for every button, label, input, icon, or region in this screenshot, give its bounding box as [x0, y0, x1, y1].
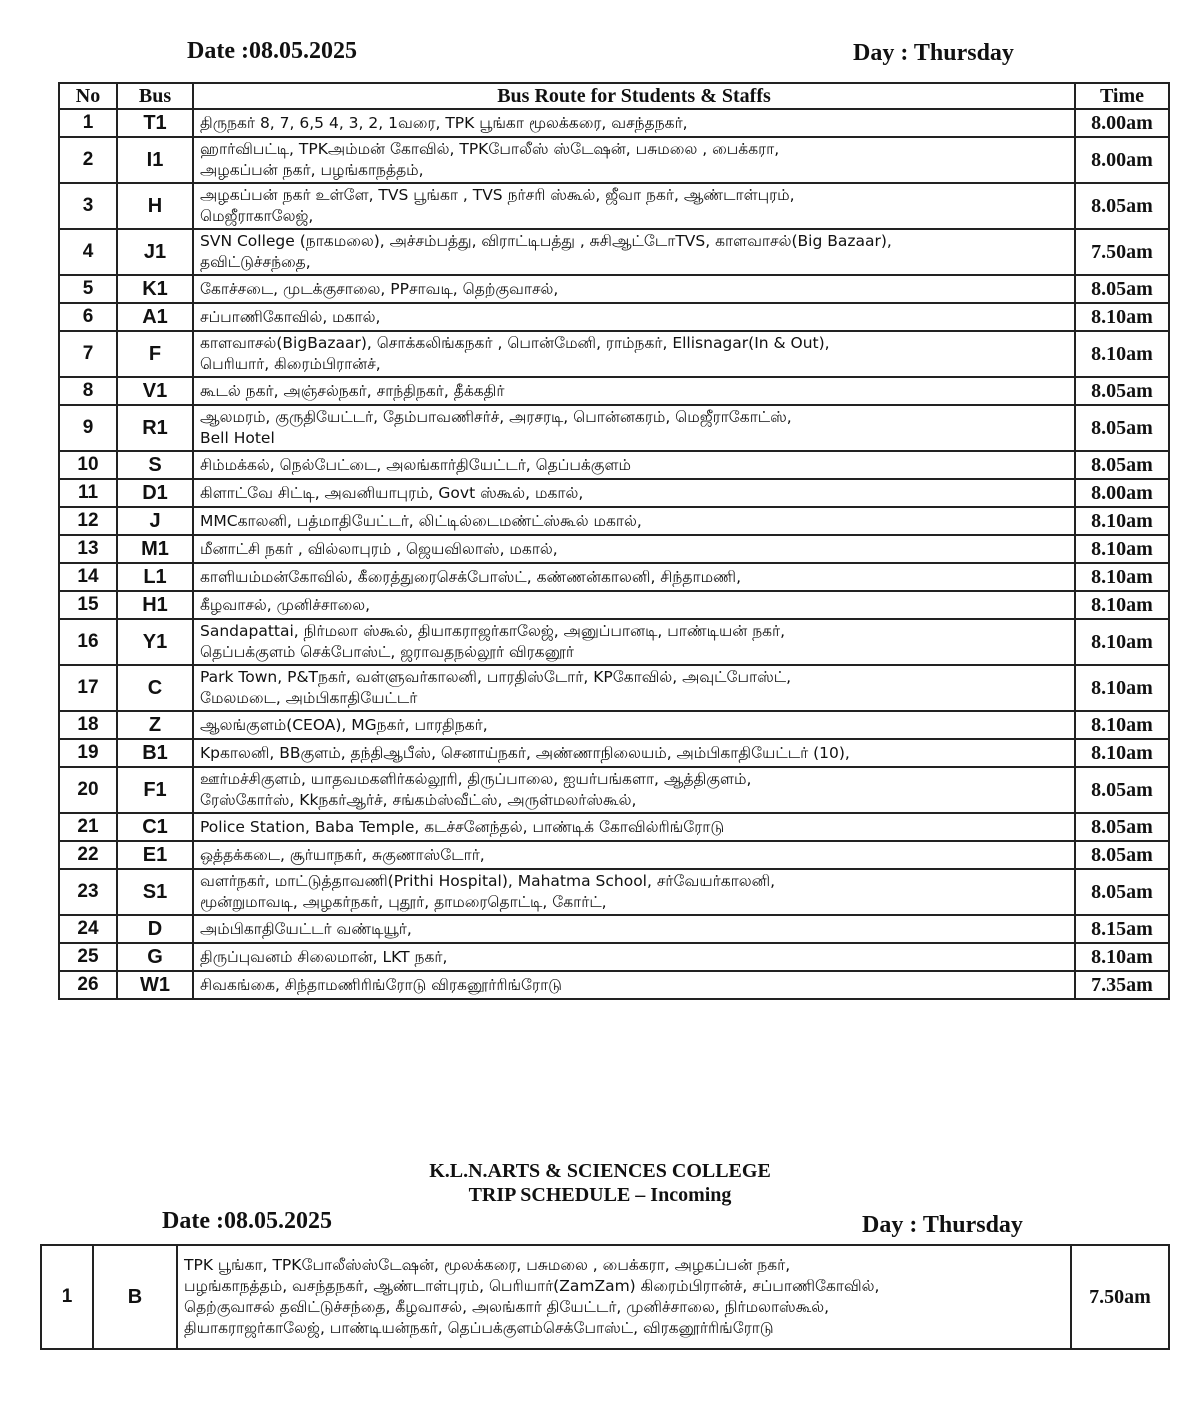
departure-time: 8.15am	[1075, 915, 1169, 943]
route-number: 8	[59, 377, 117, 405]
table-row	[59, 377, 1169, 405]
table-row	[59, 451, 1169, 479]
departure-time: 8.05am	[1075, 767, 1169, 813]
table-row	[59, 711, 1169, 739]
route-stops: ஊர்மச்சிகுளம், யாதவமகளிர்கல்லூரி, திருப்பாலை, ஐயர்பங்களா, ஆத்திகுளம், ரேஸ்கோர்ஸ், Kkநகர்ஆர்ச், சங்கம்ஸ்வீட்ஸ், அருள்மலர்ஸ்கூல்,	[193, 767, 1075, 813]
departure-time: 8.10am	[1075, 563, 1169, 591]
route-stops: Sandapattai, நிர்மலா ஸ்கூல், தியாகராஜர்காலேஜ், அனுப்பானடி, பாண்டியன் நகர், தெப்பக்குளம் செக்போஸ்ட், ஜராவதநல்லூர் விரகனூர்	[193, 619, 1075, 665]
departure-time: 7.50am	[1075, 229, 1169, 275]
route-stops: அம்பிகாதியேட்டர் வண்டியூர்,	[193, 915, 1075, 943]
outgoing-date: Date :08.05.2025	[187, 38, 357, 64]
table-row	[59, 229, 1169, 275]
route-stops: ஒத்தக்கடை, சூர்யாநகர், சுகுணாஸ்டோர்,	[193, 841, 1075, 869]
bus-code: F1	[117, 767, 193, 813]
table-row	[59, 275, 1169, 303]
bus-code: S	[117, 451, 193, 479]
header-time: Time	[1075, 83, 1169, 109]
route-number: 1	[41, 1245, 93, 1349]
route-number: 17	[59, 665, 117, 711]
bus-code: J1	[117, 229, 193, 275]
route-number: 24	[59, 915, 117, 943]
route-stops: காளவாசல்(BigBazaar), சொக்கலிங்கநகர் , பொன்மேனி, ராம்நகர், Ellisnagar(In & Out), பெரியார், கிரைம்பிரான்ச்,	[193, 331, 1075, 377]
route-number: 4	[59, 229, 117, 275]
departure-time: 8.10am	[1075, 303, 1169, 331]
route-stops: கூடல் நகர், அஞ்சல்நகர், சாந்திநகர், தீக்கதிர்	[193, 377, 1075, 405]
table-row	[59, 591, 1169, 619]
bus-code: D	[117, 915, 193, 943]
departure-time: 8.00am	[1075, 109, 1169, 137]
route-stops: காளியம்மன்கோவில், கீரைத்துரைசெக்போஸ்ட், கண்ணன்காலனி, சிந்தாமணி,	[193, 563, 1075, 591]
route-stops: TPK பூங்கா, TPKபோலீஸ்ஸ்டேஷன், மூலக்கரை, பசுமலை , பைக்கரா, அழகப்பன் நகர், பழங்காநத்தம், வசந்தநகர், ஆண்டாள்புரம், பெரியார்(ZamZam) கிரைம்பிரான்ச், சப்பாணிகோவில், தெற்குவாசல் தவிட்டுச்சந்தை, கீழவாசல், அலங்கார் தியேட்டர், முனிச்சாலை, நிர்மலாஸ்கூல், தியாகராஜர்காலேஜ், பாண்டியன்நகர், தெப்பக்குளம்செக்போஸ்ட், விரகனூர்ரிங்ரோடு	[177, 1245, 1071, 1349]
route-number: 10	[59, 451, 117, 479]
route-stops: சிவகங்கை, சிந்தாமணிரிங்ரோடு விரகனூர்ரிங்ரோடு	[193, 971, 1075, 999]
route-stops: SVN College (நாகமலை), அச்சம்பத்து, விராட்டிபத்து , சுசிஆட்டோTVS, காளவாசல்(Big Bazaar), தவிட்டுச்சந்தை,	[193, 229, 1075, 275]
route-stops: Kpகாலனி, BBகுளம், தந்திஆபீஸ், செனாய்நகர், அண்ணாநிலையம், அம்பிகாதியேட்டர் (10),	[193, 739, 1075, 767]
route-stops: Park Town, P&Tநகர், வள்ளுவர்காலனி, பாரதிஸ்டோர், KPகோவில், அவுட்போஸ்ட், மேலமடை, அம்பிகாதியேட்டர்	[193, 665, 1075, 711]
table-row	[59, 813, 1169, 841]
route-stops: சப்பாணிகோவில், மகால்,	[193, 303, 1075, 331]
bus-code: J	[117, 507, 193, 535]
route-stops: கோச்சடை, முடக்குசாலை, PPசாவடி, தெற்குவாசல்,	[193, 275, 1075, 303]
bus-code: V1	[117, 377, 193, 405]
table-row	[59, 479, 1169, 507]
bus-code: B	[93, 1245, 177, 1349]
departure-time: 8.10am	[1075, 619, 1169, 665]
table-row	[59, 869, 1169, 915]
bus-code: Z	[117, 711, 193, 739]
route-number: 19	[59, 739, 117, 767]
route-stops: சிம்மக்கல், நெல்பேட்டை, அலங்கார்தியேட்டர், தெப்பக்குளம்	[193, 451, 1075, 479]
route-number: 14	[59, 563, 117, 591]
table-row	[59, 619, 1169, 665]
bus-code: K1	[117, 275, 193, 303]
bus-code: F	[117, 331, 193, 377]
departure-time: 8.10am	[1075, 711, 1169, 739]
departure-time: 8.05am	[1075, 841, 1169, 869]
departure-time: 7.50am	[1071, 1245, 1169, 1349]
incoming-route-table	[40, 1244, 1170, 1350]
route-number: 9	[59, 405, 117, 451]
bus-code: C1	[117, 813, 193, 841]
route-stops: திருப்புவனம் சிலைமான், LKT நகர்,	[193, 943, 1075, 971]
departure-time: 8.10am	[1075, 507, 1169, 535]
departure-time: 8.00am	[1075, 479, 1169, 507]
route-stops: ஆலமரம், குருதியேட்டர், தேம்பாவணிசர்ச், அரசரடி, பொன்னகரம், மெஜீராகோட்ஸ், Bell Hotel	[193, 405, 1075, 451]
bus-code: H1	[117, 591, 193, 619]
table-header-row	[59, 83, 1169, 109]
outgoing-day: Day : Thursday	[853, 40, 1014, 66]
header-route: Bus Route for Students & Staffs	[193, 83, 1075, 109]
route-stops: கீழவாசல், முனிச்சாலை,	[193, 591, 1075, 619]
header-no: No	[59, 83, 117, 109]
table-row	[41, 1245, 1169, 1349]
departure-time: 7.35am	[1075, 971, 1169, 999]
departure-time: 8.00am	[1075, 137, 1169, 183]
route-number: 6	[59, 303, 117, 331]
departure-time: 8.05am	[1075, 183, 1169, 229]
table-row	[59, 563, 1169, 591]
route-number: 18	[59, 711, 117, 739]
bus-code: B1	[117, 739, 193, 767]
bus-code: L1	[117, 563, 193, 591]
table-row	[59, 971, 1169, 999]
table-row	[59, 665, 1169, 711]
route-number: 3	[59, 183, 117, 229]
bus-code: Y1	[117, 619, 193, 665]
bus-code: C	[117, 665, 193, 711]
table-row	[59, 405, 1169, 451]
departure-time: 8.10am	[1075, 331, 1169, 377]
route-stops: ஆலங்குளம்(CEOA), MGநகர், பாரதிநகர்,	[193, 711, 1075, 739]
bus-code: A1	[117, 303, 193, 331]
bus-code: T1	[117, 109, 193, 137]
table-row	[59, 109, 1169, 137]
route-number: 16	[59, 619, 117, 665]
bus-code: I1	[117, 137, 193, 183]
departure-time: 8.05am	[1075, 377, 1169, 405]
route-stops: அழகப்பன் நகர் உள்ளே, TVS பூங்கா , TVS நர்சரி ஸ்கூல், ஜீவா நகர், ஆண்டாள்புரம், மெஜீராகாலேஜ்,	[193, 183, 1075, 229]
departure-time: 8.05am	[1075, 405, 1169, 451]
departure-time: 8.10am	[1075, 943, 1169, 971]
route-number: 15	[59, 591, 117, 619]
outgoing-route-table	[58, 82, 1170, 1000]
table-row	[59, 739, 1169, 767]
trip-schedule-title: TRIP SCHEDULE – Incoming	[468, 1184, 732, 1206]
bus-code: E1	[117, 841, 193, 869]
route-stops: கிளாட்வே சிட்டி, அவனியாபுரம், Govt ஸ்கூல், மகால்,	[193, 479, 1075, 507]
table-row	[59, 137, 1169, 183]
incoming-date: Date :08.05.2025	[162, 1208, 332, 1234]
departure-time: 8.10am	[1075, 665, 1169, 711]
route-number: 12	[59, 507, 117, 535]
header-bus: Bus	[117, 83, 193, 109]
table-row	[59, 915, 1169, 943]
bus-code: M1	[117, 535, 193, 563]
route-number: 1	[59, 109, 117, 137]
table-row	[59, 331, 1169, 377]
route-number: 20	[59, 767, 117, 813]
route-number: 23	[59, 869, 117, 915]
route-number: 26	[59, 971, 117, 999]
route-number: 7	[59, 331, 117, 377]
route-number: 13	[59, 535, 117, 563]
departure-time: 8.10am	[1075, 591, 1169, 619]
incoming-day: Day : Thursday	[862, 1212, 1023, 1238]
bus-code: W1	[117, 971, 193, 999]
route-number: 11	[59, 479, 117, 507]
route-stops: வளர்நகர், மாட்டுத்தாவணி(Prithi Hospital), Mahatma School, சர்வேயர்காலனி, மூன்றுமாவடி, அழகர்நகர், புதூர், தாமரைதொட்டி, கோர்ட்,	[193, 869, 1075, 915]
route-stops: ஹார்விபட்டி, TPKஅம்மன் கோவில், TPKபோலீஸ் ஸ்டேஷன், பசுமலை , பைக்கரா, அழகப்பன் நகர், பழங்காநத்தம்,	[193, 137, 1075, 183]
departure-time: 8.05am	[1075, 813, 1169, 841]
departure-time: 8.05am	[1075, 869, 1169, 915]
table-row	[59, 183, 1169, 229]
route-stops: திருநகர் 8, 7, 6,5 4, 3, 2, 1வரை, TPK பூங்கா மூலக்கரை, வசந்தநகர்,	[193, 109, 1075, 137]
route-number: 22	[59, 841, 117, 869]
table-row	[59, 841, 1169, 869]
bus-code: H	[117, 183, 193, 229]
route-stops: மீனாட்சி நகர் , வில்லாபுரம் , ஜெயவிலாஸ், மகால்,	[193, 535, 1075, 563]
route-number: 5	[59, 275, 117, 303]
route-number: 25	[59, 943, 117, 971]
route-number: 21	[59, 813, 117, 841]
bus-code: R1	[117, 405, 193, 451]
table-row	[59, 767, 1169, 813]
college-title: K.L.N.ARTS & SCIENCES COLLEGE	[429, 1160, 771, 1182]
table-row	[59, 303, 1169, 331]
route-number: 2	[59, 137, 117, 183]
bus-code: D1	[117, 479, 193, 507]
table-row	[59, 535, 1169, 563]
departure-time: 8.05am	[1075, 275, 1169, 303]
departure-time: 8.10am	[1075, 535, 1169, 563]
departure-time: 8.05am	[1075, 451, 1169, 479]
table-row	[59, 943, 1169, 971]
departure-time: 8.10am	[1075, 739, 1169, 767]
bus-code: S1	[117, 869, 193, 915]
table-row	[59, 507, 1169, 535]
route-stops: MMCகாலனி, பத்மாதியேட்டர், லிட்டில்டைமண்ட்ஸ்கூல் மகால்,	[193, 507, 1075, 535]
bus-code: G	[117, 943, 193, 971]
route-stops: Police Station, Baba Temple, கடச்சனேந்தல், பாண்டிக் கோவில்ரிங்ரோடு	[193, 813, 1075, 841]
